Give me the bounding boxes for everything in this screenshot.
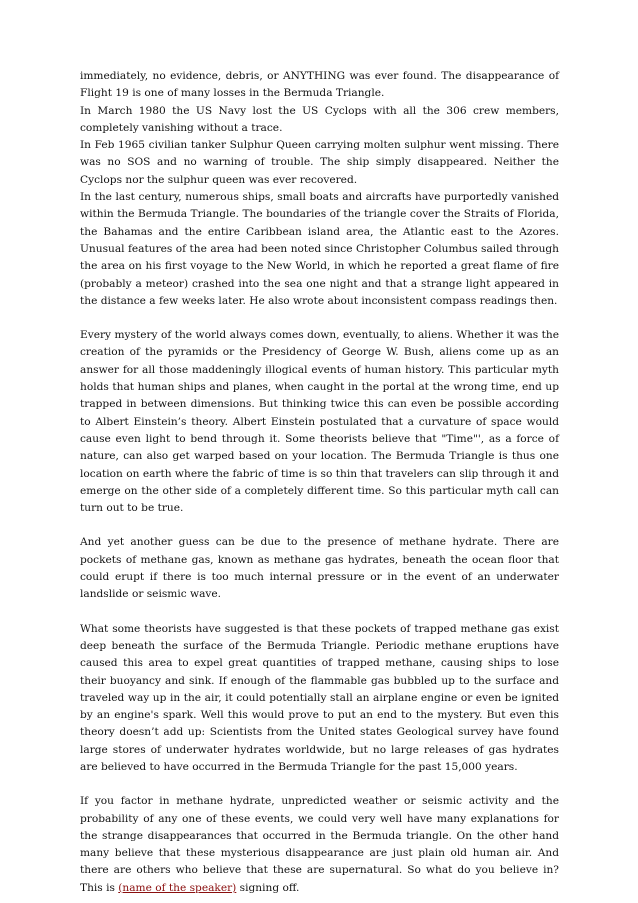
paragraph-cyclops: In March 1980 the US Navy lost the US Cyclops with all the 306 crew members, completely vanishing without a trace.: [80, 104, 559, 134]
paragraph-aliens-theory: Every mystery of the world always comes down, eventually, to aliens. Whether it was the creation of the pyramids or the Presidency of George W. Bush, aliens come up as an answer for all those maddeningly illogical events of human history. This particular myth holds that human ships and planes, when caught in the portal at the wrong time, end up trapped in between dimensions. But thinking twice this can even be possible according to Albert Einstein’s theory. Albert Einstein postulated that a curvature of space would cause even light to bend through it. Some theorists believe that "Time"', as a force of nature, can also get warped based on your location. The Bermuda Triangle is thus one location on earth where the fabric of time is so thin that travelers can slip through it and emerge on the other side of a completely different time. So this particular myth call can turn out to be true.: [80, 329, 559, 515]
paragraph-methane-eruptions: What some theorists have suggested is that these pockets of trapped methane gas exist deep beneath the surface of the Bermuda Triangle. Periodic methane eruptions have caused this area to expel great quantities of trapped methane, causing ships to lose their buoyancy and sink. If enough of the flammable gas bubbled up to the surface and traveled way up in the air, it could potentially stall an airplane engine or even be ignited by an engine's spark. Well this would prove to put an end to the mystery. But even this theory doesn’t add up: Scientists from the United states Geological survey have found large stores of underwater hydrates worldwide, but no large releases of gas hydrates are believed to have occurred in the Bermuda Triangle for the past 15,000 years.: [80, 622, 559, 773]
paragraph-conclusion: [80, 793, 559, 897]
conclusion-text: If you factor in methane hydrate, unpredicted weather or seismic activity and the probability of any one of these events, we could very well have many explanations for the strange disappearances that occurred in the Bermuda triangle. On the other hand many believe that these mysterious disappearance are just plain old human air. And there are others who believe that these are supernatural. So what do you believe in? This is: [80, 795, 559, 894]
speaker-name-placeholder: (name of the speaker): [118, 881, 237, 894]
sign-off-text: signing off.: [236, 881, 300, 894]
paragraph-sulphur-queen: In Feb 1965 civilian tanker Sulphur Queen carrying molten sulphur went missing. There was no SOS and no warning of trouble. The ship simply disappeared. Neither the Cyclops nor the sulphur queen was ever recovered.: [80, 139, 559, 186]
document-page: [80, 68, 559, 897]
paragraph-methane-hydrate: And yet another guess can be due to the presence of methane hydrate. There are pockets of methane gas, known as methane gas hydrates, beneath the ocean floor that could erupt if there is too much internal pressure or in the event of an underwater landslide or seismic wave.: [80, 536, 559, 601]
paragraph-flight-19: immediately, no evidence, debris, or ANYTHING was ever found. The disappearance of Flight 19 is one of many losses in the Bermuda Triangle.: [80, 70, 559, 100]
paragraph-last-century: In the last century, numerous ships, small boats and aircrafts have purportedly vanished within the Bermuda Triangle. The boundaries of the triangle cover the Straits of Florida, the Bahamas and the entire Caribbean island area, the Atlantic east to the Azores. Unusual features of the area had been noted since Christopher Columbus sailed through the area on his first voyage to the New World, in which he reported a great flame of fire (probably a meteor) crashed into the sea one night and that a strange light appeared in the distance a few weeks later. He also wrote about inconsistent compass readings then.: [80, 191, 559, 307]
